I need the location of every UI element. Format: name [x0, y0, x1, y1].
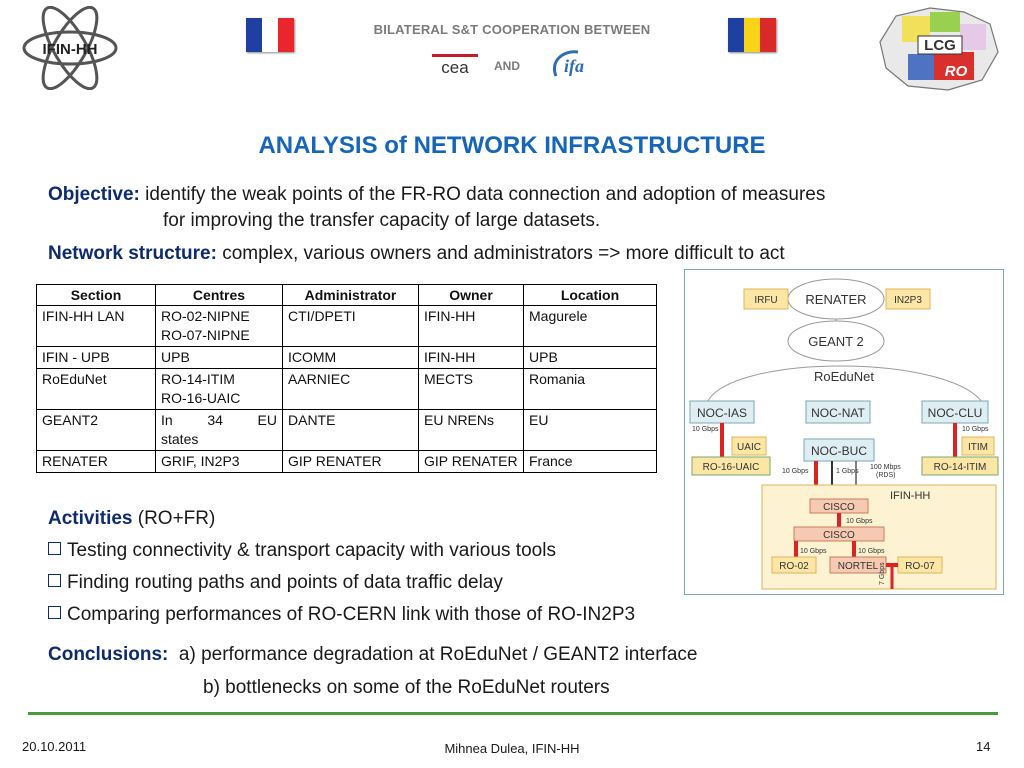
link-7g: 7 Gbps [879, 562, 886, 585]
noc-nat-label: NOC-NAT [811, 406, 865, 420]
cea-logo [432, 54, 478, 78]
cell-centre-line: states [161, 431, 199, 447]
table-row [37, 410, 657, 451]
cell-location: Magurele [524, 306, 657, 347]
cell-centre-line: RO-14-ITIM [161, 371, 235, 387]
col-header-centres: Centres [156, 285, 283, 306]
col-header-section: Section [37, 285, 156, 306]
cell-centres [156, 347, 283, 369]
conclusion-a: a) performance degradation at RoEduNet / GEANT2 interface [178, 644, 698, 665]
cell-owner: MECTS [419, 369, 524, 410]
cell-centre-line: RO-02-NIPNE [161, 308, 250, 324]
link-100m: 100 Mbps [870, 464, 901, 471]
table-row [37, 451, 657, 473]
conclusions-label: Conclusions: [48, 644, 169, 665]
ro-logo-text: RO [944, 63, 968, 80]
cell-section: GEANT2 [37, 410, 156, 451]
itim-label: ITIM [968, 442, 988, 453]
activity-item-text: Finding routing paths and points of data traffic delay [67, 572, 503, 593]
ro07-label: RO-07 [905, 561, 935, 572]
lcg-logo-text: LCG [924, 37, 956, 54]
cisco1-label: CISCO [823, 502, 855, 513]
cell-section: IFIN-HH LAN [37, 306, 156, 347]
and-label: AND [494, 59, 520, 73]
cell-centre-line: UPB [161, 349, 190, 365]
activity-item-text: Comparing performances of RO-CERN link with those of RO-IN2P3 [67, 604, 636, 625]
link-10g-c2b: 10 Gbps [858, 548, 885, 555]
france-flag-icon [246, 18, 294, 52]
cisco2-label: CISCO [823, 530, 855, 541]
link-10g-right: 10 Gbps [962, 426, 989, 433]
lcg-ro-logo [872, 2, 1004, 98]
ifa-logo [548, 46, 594, 82]
col-header-owner: Owner [419, 285, 524, 306]
table-header-row [37, 285, 657, 306]
network-diagram [684, 269, 1004, 595]
cell-centres [156, 369, 283, 410]
activities-heading [48, 506, 215, 532]
cell-section: RENATER [37, 451, 156, 473]
nortel-label: NORTEL [837, 561, 879, 572]
activity-item [48, 538, 556, 564]
in2p3-label: IN2P3 [894, 295, 922, 306]
cell-owner: IFIN-HH [419, 306, 524, 347]
link-10g-left: 10 Gbps [692, 426, 719, 433]
activities-label: Activities [48, 508, 133, 529]
objective-text-line1: identify the weak points of the FR-RO data connection and adoption of measures [139, 184, 826, 205]
table-row [37, 369, 657, 410]
col-header-location: Location [524, 285, 657, 306]
romania-flag-icon [728, 18, 776, 52]
link-1g: 1 Gbps [836, 468, 859, 475]
uaic-label: UAIC [737, 442, 761, 453]
roedunet-label: RoEduNet [814, 369, 874, 384]
network-structure-label: Network structure: [48, 243, 217, 264]
cell-administrator: DANTE [283, 410, 419, 451]
objective-paragraph [48, 182, 998, 234]
activity-item-text: Testing connectivity & transport capacity with various tools [67, 540, 556, 561]
page-number: 14 [976, 739, 991, 754]
cell-centre-line: RO-16-UAIC [161, 390, 241, 406]
ro02-label: RO-02 [779, 561, 809, 572]
checkbox-bullet-icon [48, 542, 61, 555]
cell-owner: GIP RENATER [419, 451, 524, 473]
cell-centres [156, 410, 283, 451]
conclusion-b: b) bottlenecks on some of the RoEduNet routers [203, 677, 610, 698]
table-row [37, 347, 657, 369]
conclusions-paragraph [48, 642, 697, 668]
cea-logo-text: cea [441, 58, 469, 77]
irfu-label: IRFU [754, 295, 778, 306]
noc-ias-label: NOC-IAS [696, 406, 748, 420]
infrastructure-table [36, 284, 657, 473]
geant2-label: GEANT 2 [808, 334, 864, 349]
noc-clu-label: NOC-CLU [927, 406, 983, 420]
checkbox-bullet-icon [48, 606, 61, 619]
activities-scope: (RO+FR) [132, 508, 216, 529]
network-structure-text: complex, various owners and administrators => more difficult to act [216, 243, 785, 264]
objective-label: Objective: [48, 184, 140, 205]
link-10g-buc: 10 Gbps [782, 468, 809, 475]
renater-label: RENATER [805, 292, 867, 307]
cell-location: EU [524, 410, 657, 451]
footer-divider [28, 712, 998, 715]
noc-buc-label: NOC-BUC [811, 444, 867, 458]
ro14-label: RO-14-ITIM [933, 462, 987, 473]
ro16-label: RO-16-UAIC [702, 462, 760, 473]
link-10g-c2a: 10 Gbps [800, 548, 827, 555]
checkbox-bullet-icon [48, 574, 61, 587]
slide-title: ANALYSIS of NETWORK INFRASTRUCTURE [258, 132, 766, 159]
activity-item [48, 602, 635, 628]
objective-text-line2: for improving the transfer capacity of large datasets. [163, 210, 601, 231]
cell-location: UPB [524, 347, 657, 369]
header-title: BILATERAL S&T COOPERATION BETWEEN [373, 22, 651, 37]
footer-author: Mihnea Dulea, IFIN-HH [444, 741, 580, 756]
cell-location: France [524, 451, 657, 473]
ifin-hh-site-label: IFIN-HH [890, 490, 931, 502]
cell-owner: IFIN-HH [419, 347, 524, 369]
link-rds: (RDS) [876, 472, 896, 479]
cell-centre-line: GRIF, IN2P3 [161, 453, 240, 469]
ifin-hh-logo [18, 6, 122, 90]
cell-centre-line: RO-07-NIPNE [161, 327, 250, 343]
cell-centre-line: In 34 EU [161, 412, 277, 428]
cell-section: RoEduNet [37, 369, 156, 410]
table-row [37, 306, 657, 347]
cell-section: IFIN - UPB [37, 347, 156, 369]
cell-administrator: CTI/DPETI [283, 306, 419, 347]
cell-administrator: GIP RENATER [283, 451, 419, 473]
ifa-logo-text: ifa [564, 56, 584, 76]
link-10g-c1: 10 Gbps [846, 518, 873, 525]
col-header-administrator: Administrator [283, 285, 419, 306]
cell-centres [156, 451, 283, 473]
cell-centres [156, 306, 283, 347]
activity-item [48, 570, 503, 596]
cell-owner: EU NRENs [419, 410, 524, 451]
cell-location: Romania [524, 369, 657, 410]
ifin-hh-logo-text: IFIN-HH [42, 41, 98, 58]
cell-administrator: AARNIEC [283, 369, 419, 410]
cell-administrator: ICOMM [283, 347, 419, 369]
network-structure-paragraph [48, 241, 998, 267]
footer-date: 20.10.2011 [22, 739, 87, 754]
